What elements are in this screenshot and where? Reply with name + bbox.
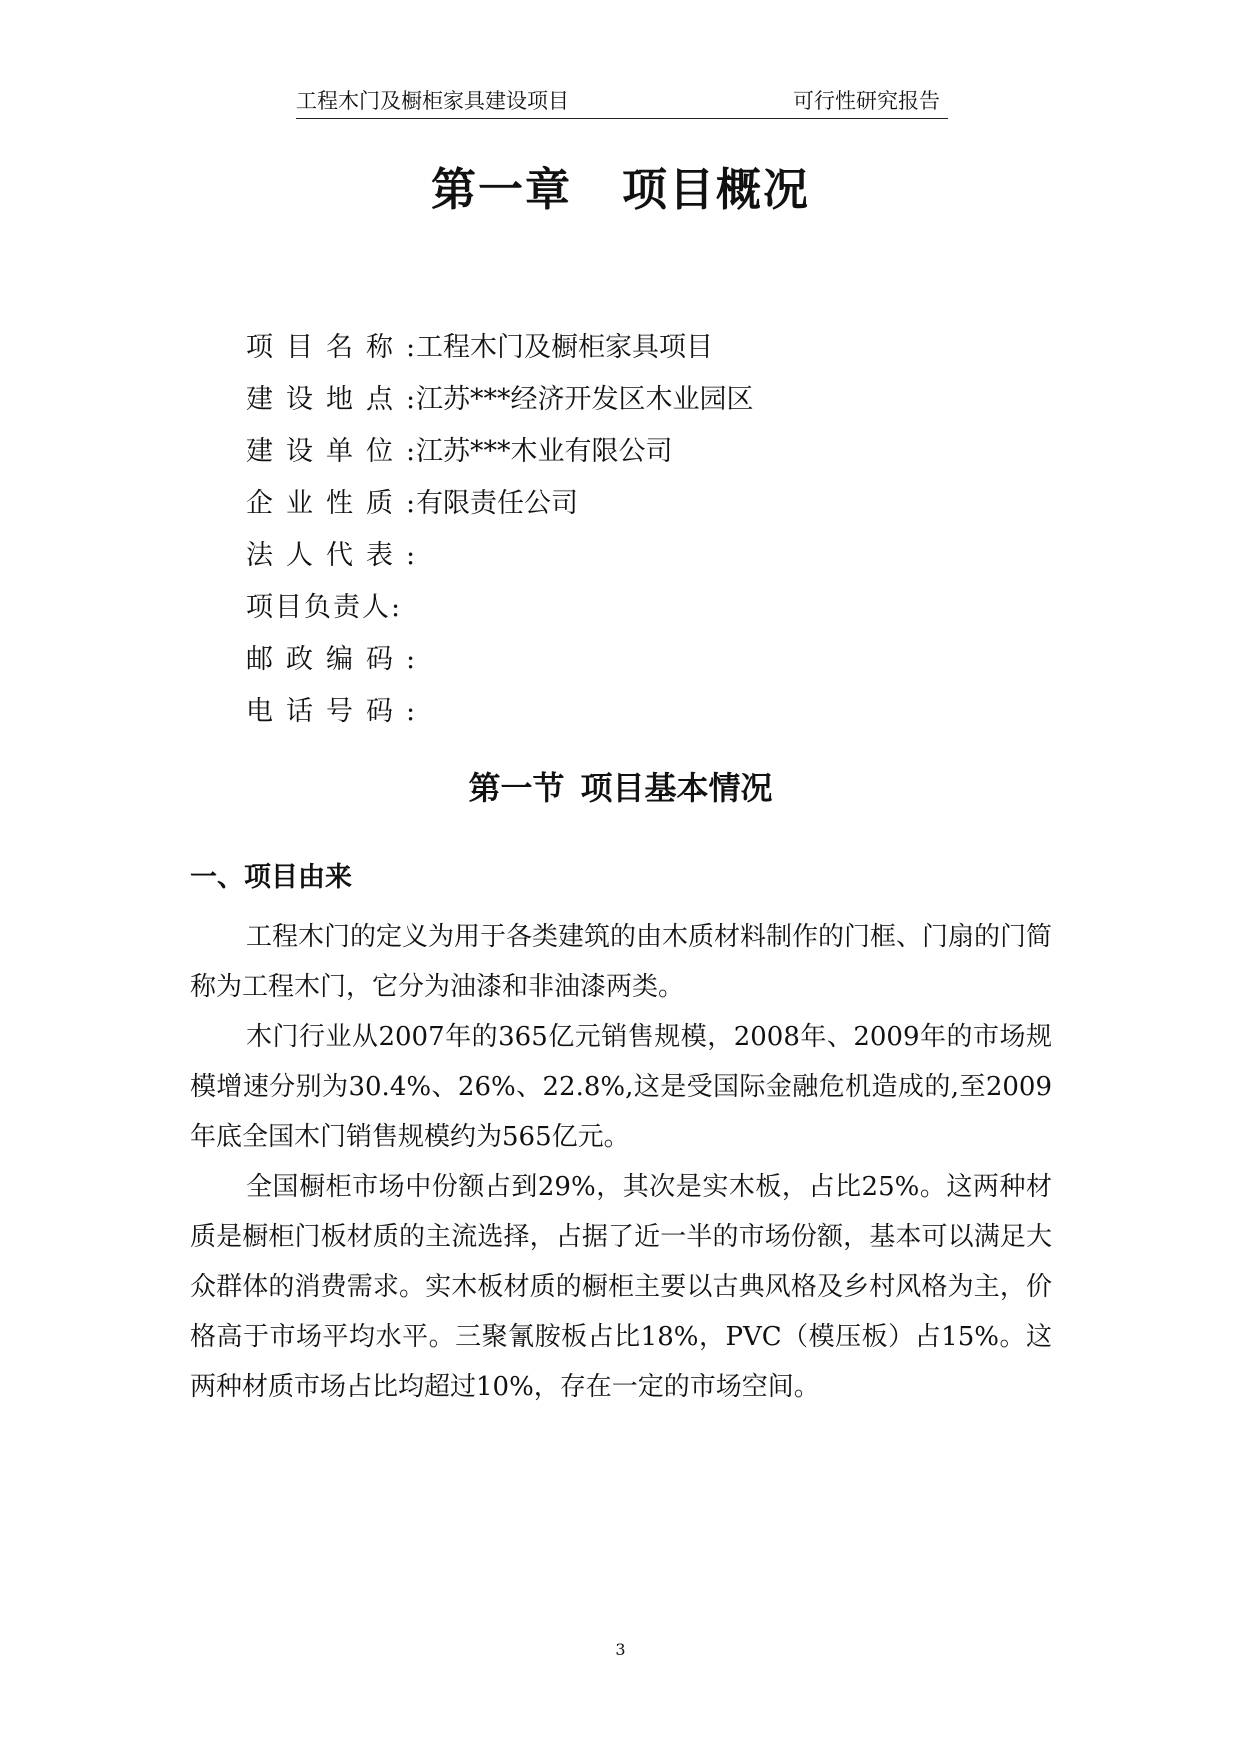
subsection-heading: 一、项目由来 [190,862,352,893]
info-row-project-name [246,322,754,374]
info-label: 企业性质: [246,488,429,519]
info-row-project-lead [246,582,754,634]
page-number: 3 [615,1640,626,1659]
info-label: 邮政编码: [246,644,429,675]
info-label: 建设地点: [246,384,429,415]
paragraph: 木门行业从2007年的365亿元销售规模，2008年、2009年的市场规模增速分别为30.4%、26%、22.8%,这是受国际金融危机造成的,至2009年底全国木门销售规模约为565亿元。 [190,1022,1052,1152]
running-header [296,86,948,119]
info-row-company-type [246,478,754,530]
info-value: 江苏***木业有限公司 [416,436,673,467]
info-row-location [246,374,754,426]
chapter-title [0,160,1241,220]
project-info-list [246,322,754,738]
chapter-name: 项目概况 [622,163,811,216]
info-value: 有限责任公司 [416,488,578,519]
header-project-title: 工程木门及橱柜家具建设项目 [296,89,569,113]
info-value: 工程木门及橱柜家具项目 [416,332,713,363]
info-label: 法人代表: [246,540,429,571]
info-label: 电话号码: [246,696,429,727]
info-label: 项目名称: [246,332,429,363]
info-row-legal-rep [246,530,754,582]
body-text [190,912,1052,1412]
info-label: 项目负责人: [246,592,403,623]
section-number: 第一节 [468,769,565,807]
paragraph: 全国橱柜市场中份额占到29%，其次是实木板，占比25%。这两种材质是橱柜门板材质的主流选择，占据了近一半的市场份额，基本可以满足大众群体的消费需求。实木板材质的橱柜主要以古典风格及乡村风格为主，价格高于市场平均水平。三聚氰胺板占比18%，PVC（模压板）占15%。这两种材质市场占比均超过10%，存在一定的市场空间。 [190,1172,1052,1402]
paragraph: 工程木门的定义为用于各类建筑的由木质材料制作的门框、门扇的门简称为工程木门，它分为油漆和非油漆两类。 [190,922,1053,1002]
info-row-postal-code [246,634,754,686]
header-report-type: 可行性研究报告 [793,89,940,113]
info-row-unit [246,426,754,478]
section-title [0,766,1241,810]
info-row-phone [246,686,754,738]
section-name: 项目基本情况 [580,769,773,807]
info-value: 江苏***经济开发区木业园区 [416,384,754,415]
info-label: 建设单位: [246,436,429,467]
chapter-number: 第一章 [430,163,572,216]
